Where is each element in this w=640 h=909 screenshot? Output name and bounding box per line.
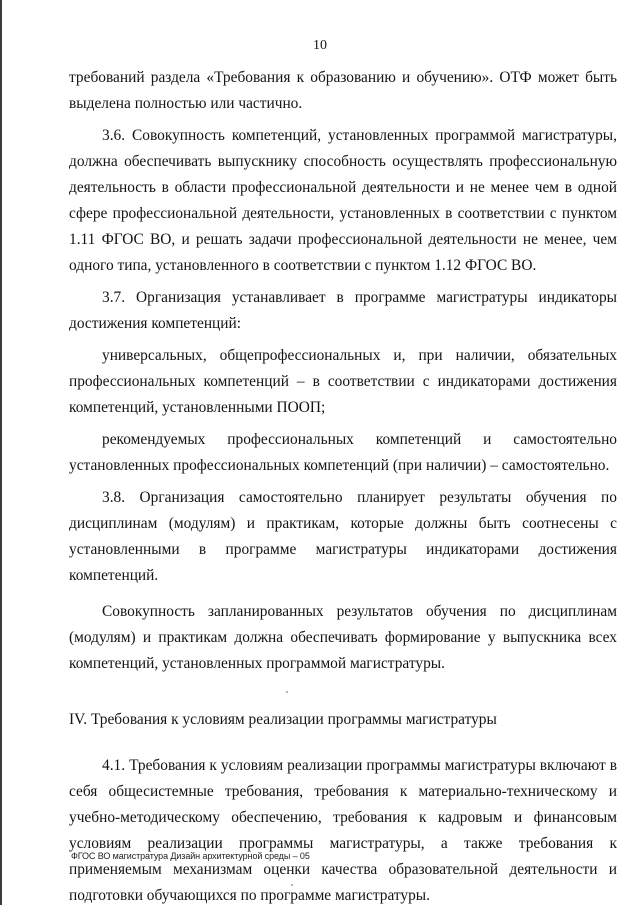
scan-speck — [291, 884, 293, 886]
scan-edge — [0, 0, 2, 905]
paragraph-planned-results: Совокупность запланированных результатов обучения по дисциплинам (модулям) и практикам должна обеспечивать формирование у выпускника всех компетенций, установленных программой магистратуры. — [69, 603, 617, 672]
document-body — [69, 65, 617, 909]
paragraph-3-7: 3.7. Организация устанавливает в программе магистратуры индикаторы достижения компетенций: — [69, 289, 617, 332]
paragraph-recommended-competencies: рекомендуемых профессиональных компетенций и самостоятельно установленных профессиональных компетенций (при наличии) – самостоятельно. — [69, 431, 617, 474]
paragraph-4-1: 4.1. Требования к условиям реализации программы магистратуры включают в себя общесистемные требования, требования к материально-техническому и учебно-методическому обеспечению, требования к кадровым и финансовым условиям реализации программы магистратуры, а также требования к применяемым механизмам оценки качества образовательной деятельности и подготовки обучающихся по программе магистратуры. — [69, 757, 617, 904]
paragraph-continuation: требований раздела «Требования к образованию и обучению». ОТФ может быть выделена полностью или частично. — [69, 69, 617, 112]
paragraph-3-6: 3.6. Совокупность компетенций, установленных программой магистратуры, должна обеспечивать выпускнику способность осуществлять профессиональную деятельность в области профессиональной деятельности и не менее чем в одной сфере профессиональной деятельности, установленных в соответствии с пунктом 1.11 ФГОС ВО, и решать задачи профессиональной деятельности не менее, чем одного типа, установленного в соответствии с пунктом 1.12 ФГОС ВО. — [69, 127, 617, 274]
scan-speck — [286, 691, 288, 693]
paragraph-universal-competencies: универсальных, общепрофессиональных и, при наличии, обязательных профессиональных компетенций – в соответствии с индикаторами достижения компетенций, установленными ПООП; — [69, 347, 617, 416]
page-number: 10 — [313, 38, 327, 53]
section-heading: IV. Требования к условиям реализации программы магистратуры — [69, 711, 497, 728]
paragraph-3-8: 3.8. Организация самостоятельно планирует результаты обучения по дисциплинам (модулям) и практикам, которые должны быть соотнесены с установленными в программе магистратуры индикаторами достижения компетенций. — [69, 489, 617, 584]
footer-note: ФГОС ВО магистратура Дизайн архитектурной среды – 05 — [71, 851, 310, 861]
